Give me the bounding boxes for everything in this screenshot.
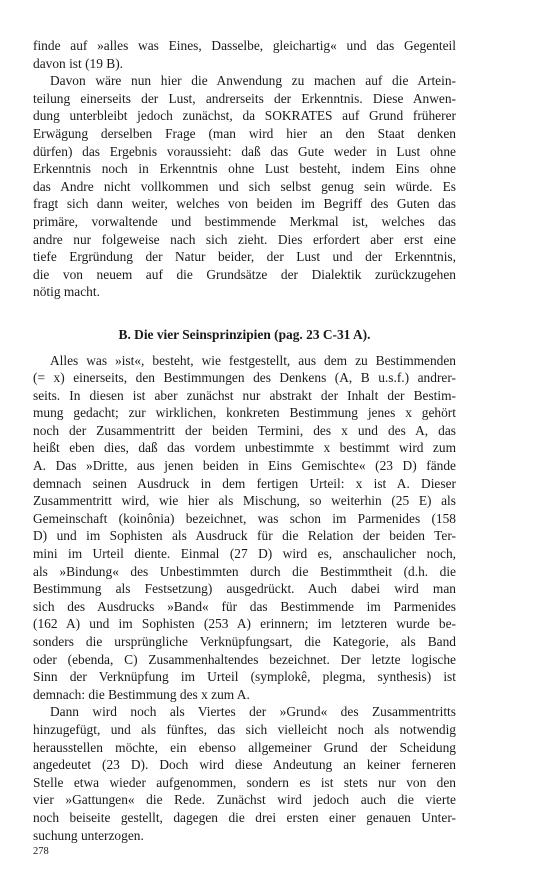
text-line: das Andre nicht vollkommen und sich selbst genug sein würde. Es <box>33 178 456 194</box>
text-line: angedeutet (23 D). Doch wird diese Andeutung an keiner ferneren <box>33 757 456 773</box>
text-line: demnach: die Bestimmung des x zum A. <box>33 686 250 702</box>
text-line: (= x) einerseits, den Bestimmungen des Denkens (A, B u.s.f.) andrer- <box>33 370 456 386</box>
text-line: finde auf »alles was Eines, Dasselbe, gleichartig« und das Gegenteil <box>33 38 456 53</box>
text-line: Erwägung derselben Frage (man wird hier an den Staat denken <box>33 125 456 141</box>
text-line: Davon wäre nun hier die Anwendung zu machen auf die Artein- <box>50 73 456 89</box>
text-line: A. Das »Dritte, aus jenen beiden in Eins Gemischte« (23 D) fände <box>33 458 456 474</box>
text-line: Stelle etwa wieder aufgenommen, sondern es ist stets nur von den <box>33 774 456 790</box>
text-line: dürfen) das Ergebnis voraussieht: daß das Gute weder in Lust ohne <box>33 143 456 159</box>
text-line: tiefe Ergründung der Natur beider, der Lust und der Erkenntnis, <box>33 249 456 265</box>
page-body <box>33 37 456 844</box>
text-line: demnach seinen Ausdruck in dem fertigen Urteil: x ist A. Dieser <box>33 475 456 491</box>
text-line: heißt eben dies, daß das vordem unbestimmte x bestimmt wird zum <box>33 440 456 456</box>
text-line: hinzugefügt, und als fünftes, das sich vielleicht noch als notwendig <box>33 721 456 737</box>
text-line: als »Bindung« des Unbestimmten durch die Bestimmtheit (d.h. die <box>33 563 456 579</box>
page-number: 278 <box>33 846 49 857</box>
text-line: mini im Urteil diente. Einmal (27 D) wird es, anschaulicher noch, <box>33 546 456 562</box>
paragraph-3 <box>33 352 456 704</box>
text-line: Zusammentritt wird, wie hier als Mischung, so weiterhin (25 E) als <box>33 493 456 509</box>
text-line: Bestimmung als Festsetzung) ausgedrückt. Auch dabei wird man <box>33 581 456 597</box>
text-line: (162 A) und im Sophisten (253 A) erinnern; im letzteren wurde be- <box>33 616 456 632</box>
paragraph-1 <box>33 37 456 72</box>
text-line: die von neuem auf die Grundsätze der Dialektik zurückzugehen <box>33 266 456 282</box>
text-line: oder (ebenda, C) Zusammenhaltendes bezeichnet. Der letzte logische <box>33 651 456 667</box>
text-line: nötig macht. <box>33 284 100 300</box>
text-line: Gemeinschaft (koinônia) bezeichnet, was schon im Parmenides (158 <box>33 510 456 526</box>
text-line: primäre, vorwaltende und bestimmende Merkmal ist, welches das <box>33 213 456 229</box>
text-line: Dann wird noch als Viertes der »Grund« des Zusammentritts <box>50 704 456 720</box>
text-line: vier »Gattungen« die Rede. Zunächst wird jedoch auch die vierte <box>33 792 456 808</box>
text-line: seits. In diesen ist aber zunächst nur abstrakt der Inhalt der Bestim- <box>33 387 456 403</box>
text-line: andre nur folgeweise nach sich zieht. Dies erfordert aber erst eine <box>33 231 456 247</box>
text-line: suchung unterzogen. <box>33 827 144 843</box>
text-line: mung gedacht; zur wirklichen, konkreten Bestimmung jenes x gehört <box>33 405 456 421</box>
text-line: davon ist (19 B). <box>33 55 124 71</box>
text-line: sonders die ursprüngliche Verknüpfungsart, die Kategorie, als Band <box>33 634 456 649</box>
text-line: dung unterbleibt jedoch zunächst, da SOKRATES auf Grund früherer <box>33 108 456 124</box>
text-line: Sinn der Verknüpfung im Urteil (symplokê, plegma, synthesis) ist <box>33 669 456 685</box>
text-line: noch beiseite gestellt, dagegen die drei ersten einer genauen Unter- <box>33 809 456 825</box>
text-line: herausstellen möchte, ein ebenso allgemeiner Grund der Scheidung <box>33 739 456 755</box>
paragraph-4 <box>33 703 456 844</box>
text-line: D) und im Sophisten als Ausdruck für die Relation der beiden Ter- <box>33 528 456 544</box>
text-line: Erkenntnis noch in Erkenntnis ohne Lust besteht, indem Eins ohne <box>33 161 456 177</box>
text-line: noch der Zusammentritt der beiden Termini, des x und des A, das <box>33 422 456 438</box>
text-line: Alles was »ist«, besteht, wie festgestellt, aus dem zu Bestimmenden <box>50 352 456 368</box>
section-heading: B. Die vier Seinsprinzipien (pag. 23 C-31 A). <box>118 326 371 342</box>
text-line: sich des Ausdrucks »Band« für das Bestimmende im Parmenides <box>33 598 456 614</box>
paragraph-2 <box>33 72 456 301</box>
text-line: fragt sich dann weiter, welches von beiden im Begriff des Guten das <box>33 196 456 212</box>
text-line: teilung einerseits der Lust, andrerseits der Erkenntnis. Diese Anwen- <box>33 90 456 106</box>
